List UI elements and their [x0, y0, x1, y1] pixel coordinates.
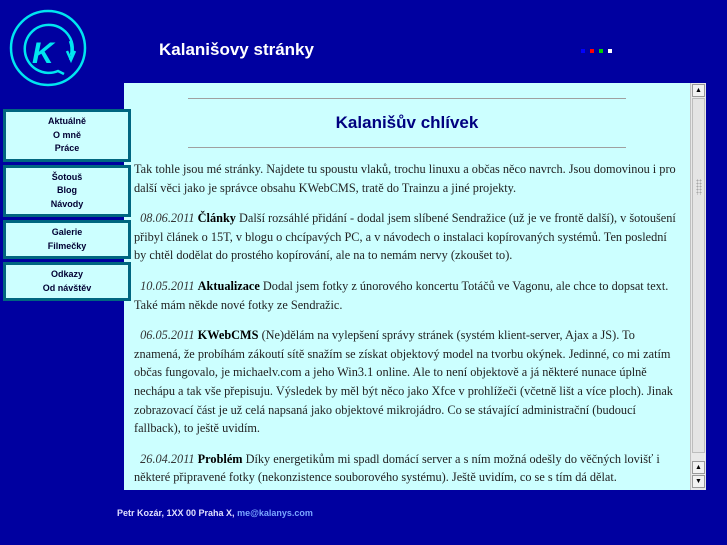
nav-group-main: [3, 109, 131, 162]
scrollbar-thumb[interactable]: [692, 98, 705, 453]
nav-item-aktualne[interactable]: Aktuálně: [47, 116, 86, 126]
grip-icon: [696, 179, 702, 195]
news-item: [134, 450, 680, 487]
vertical-scrollbar[interactable]: [690, 83, 706, 490]
divider-bottom: [188, 147, 626, 148]
nav-item-o-mne[interactable]: O mně: [52, 129, 81, 140]
green-dot-icon: [599, 49, 603, 53]
nav-item-filmecky[interactable]: Filmečky: [47, 240, 87, 251]
news-title: KWebCMS: [197, 328, 259, 343]
nav-item-sotous[interactable]: Šotouš: [51, 171, 83, 182]
nav-group-content: [3, 165, 131, 218]
news-item: [134, 326, 680, 438]
nav-item-navody[interactable]: Návody: [50, 198, 84, 209]
k-circle-arrow-logo-icon: [8, 8, 88, 88]
nav-item-odkazy[interactable]: Odkazy: [50, 269, 83, 279]
arrow-down-icon: ▼: [695, 478, 702, 485]
footer-address: Petr Kozár, 1XX 00 Praha X,: [117, 508, 238, 518]
news-text: Dodal jsem fotky z únorového koncertu Totáčů ve Vagonu, ale chce to dopsat text. Také mám někde nové fotky ze Sendražic.: [134, 278, 669, 312]
svg-text:K: K: [32, 37, 54, 70]
news-title: Aktualizace: [197, 278, 260, 293]
nav-item-prace[interactable]: Práce: [54, 143, 80, 153]
arrow-up-icon: ▲: [695, 87, 702, 94]
nav-item-galerie[interactable]: Galerie: [51, 227, 83, 237]
nav-group-links: [3, 262, 131, 301]
news-date: 06.05.2011: [140, 328, 195, 343]
scroll-up-button[interactable]: [692, 84, 705, 97]
white-dot-icon: [608, 49, 612, 53]
footer-email-link[interactable]: me@kalanys.com: [237, 508, 313, 518]
news-text: Díky energetikům mi spadl domácí server a s ním možná odešly do věčných lovišť i některé připravené fotky (nekonzistence souborového systému). Ještě uvidím, co se s tím dá dělat.: [134, 451, 660, 485]
news-title: Články: [197, 211, 236, 226]
scroll-up-button-bottom[interactable]: [692, 461, 705, 474]
divider-top: [188, 98, 626, 99]
nav-group-media: [3, 220, 131, 259]
side-navigation: [3, 109, 131, 304]
news-item: [134, 277, 680, 314]
news-text: (Ne)dělám na vylepšení správy stránek (systém klient-server, Ajax a JS). To znamená, že probíhám zákoutí sítě snažím se získat objektový model na tvorbu okýnek. Jedinné, co mi zatím občas fungovalo, je michaelv.com a jeho Win3.1 online. Ale to není objektově a já některé nunace úplně nechápu a tak vše přepisuju. Výsledek by měl být něco jako Xfce v prohlížeči (včetně lišt a více ploch). Jinak zobrazovací část je už celá napsaná jako objektové mikrojádro. Co se stávající administrační (budoucí fallback), to ještě uvidím.: [134, 328, 673, 436]
site-logo[interactable]: [8, 8, 88, 88]
site-title: Kalanišovy stránky: [159, 40, 314, 59]
news-date: 08.06.2011: [140, 211, 195, 226]
footer: [117, 508, 313, 518]
news-item: [134, 209, 680, 265]
news-title: Problém: [197, 451, 243, 466]
news-date: 10.05.2011: [140, 278, 195, 293]
blue-dot-icon: [581, 49, 585, 53]
news-text: Další rozsáhlé přidání - dodal jsem slíbené Sendražice (už je ve frontě další), v šotoušení přibyl článek o 15T, v blogu o chcípavých PC, a v návodech o instalaci kopírovaných systémů. Ten poslední by chtěl dodělat do prostého kopírování, ale na to nemám nervy (zkoušet to).: [134, 211, 676, 263]
content-area: [124, 83, 690, 490]
nav-item-od-navstev[interactable]: Od návštěv: [42, 282, 92, 293]
scroll-down-button[interactable]: [692, 475, 705, 488]
nav-item-blog[interactable]: Blog: [57, 185, 77, 195]
page-title: Kalanišův chlívek: [335, 113, 479, 132]
news-date: 26.04.2011: [140, 451, 195, 466]
intro-paragraph: Tak tohle jsou mé stránky. Najdete tu spoustu vlaků, trochu linuxu a občas něco navrch. Jsou domovinou i pro další věci jako je správce obsahu KWebCMS, tratě do Trainzu a jiné projekty.: [134, 162, 676, 195]
red-dot-icon: [590, 49, 594, 53]
arrow-up-icon: ▲: [695, 464, 702, 471]
color-dots: [581, 49, 612, 53]
content-frame: [124, 83, 706, 490]
